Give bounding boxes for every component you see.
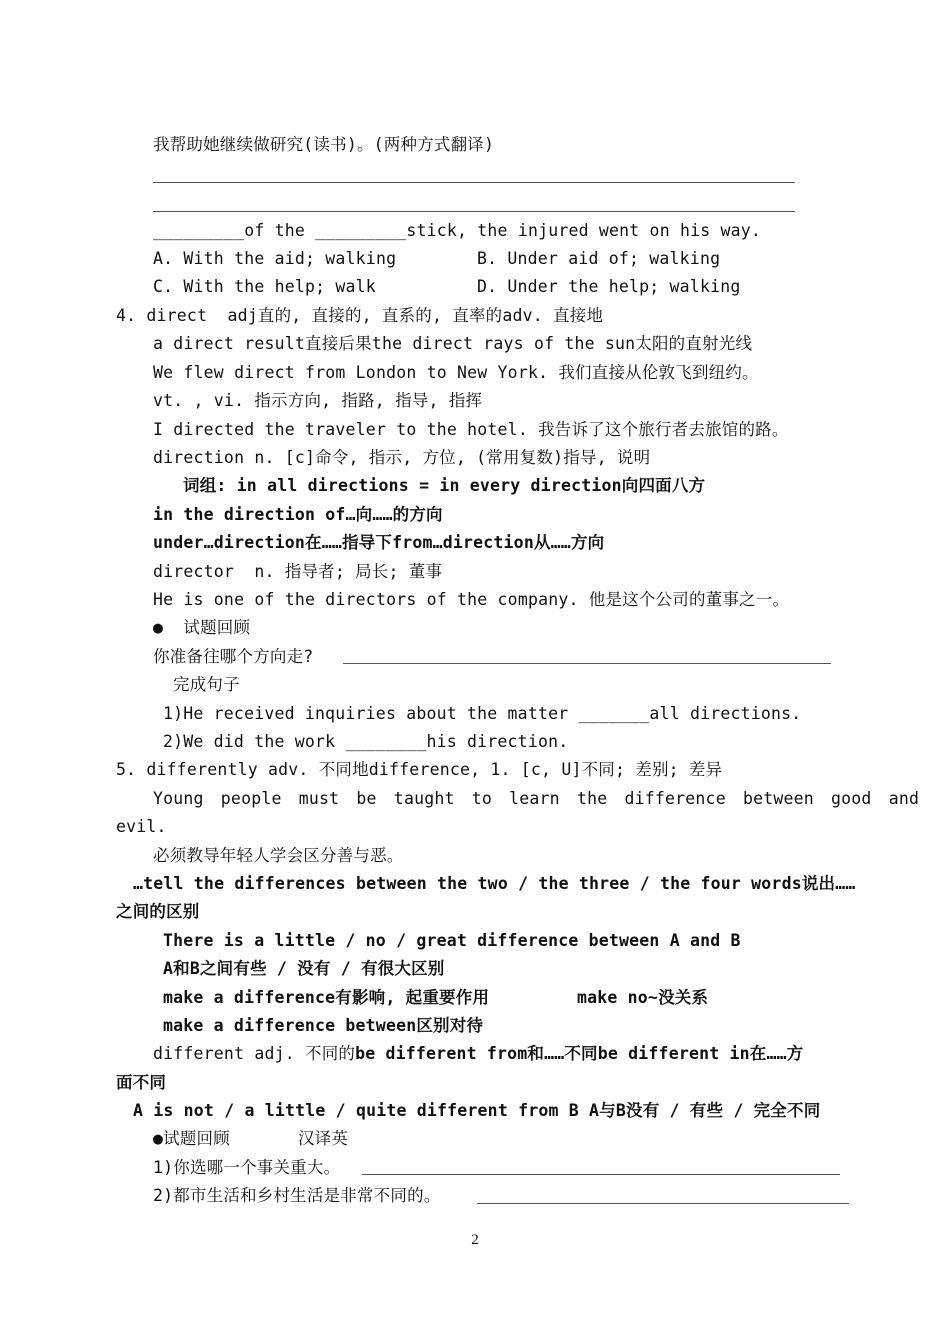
text-line: vt. , vi. 指示方向, 指路, 指导, 指挥 <box>153 391 483 410</box>
phrase-line: A is not / a little / quite different from B A与B没有 / 有些 / 完全不同 <box>133 1101 821 1120</box>
question-stem: _________of the _________stick, the injured went on his way. <box>153 221 762 240</box>
answer-line <box>343 663 831 664</box>
phrase-line: 之间的区别 <box>116 902 200 921</box>
phrase-line: under…direction在……指导下from…direction从……方向 <box>153 533 605 552</box>
answer-line <box>477 1203 849 1204</box>
phrase-line: 面不同 <box>116 1073 167 1092</box>
review-type: 汉译英 <box>298 1129 349 1148</box>
text-line: Young people must be taught to learn the difference between good and <box>153 789 920 808</box>
phrase-line: make a difference between区别对待 <box>163 1016 484 1035</box>
translation-prompt: 我帮助她继续做研究(读书)。(两种方式翻译) <box>153 135 495 154</box>
phrase-line: make no~没关系 <box>577 988 709 1007</box>
text-line: 必须教导年轻人学会区分善与恶。 <box>153 846 404 865</box>
text-different-adj: different adj. 不同的 <box>153 1044 356 1063</box>
exercise-line: 1)你选哪一个事关重大。 <box>153 1158 341 1177</box>
text-line: a direct result直接后果the direct rays of the sun太阳的直射光线 <box>153 334 753 353</box>
text-line: I directed the traveler to the hotel. 我告诉了这个旅行者去旅馆的路。 <box>153 420 789 439</box>
review-question: 你准备往哪个方向走? <box>153 647 314 666</box>
text-line: director n. 指导者; 局长; 董事 <box>153 562 443 581</box>
answer-line <box>153 182 795 183</box>
option-c: C. With the help; walk <box>153 277 376 296</box>
phrase-line: …tell the differences between the two / the three / the four words说出…… <box>133 874 856 893</box>
complete-sentence-label: 完成句子 <box>173 675 240 694</box>
phrase-line: 词组: in all directions = in every direction向四面八方 <box>183 476 706 495</box>
option-d: D. Under the help; walking <box>477 277 741 296</box>
page-number: 2 <box>471 1232 479 1248</box>
exercise-line: 2)都市生活和乡村生活是非常不同的。 <box>153 1186 441 1205</box>
phrase-be-different: be different from和……不同be different in在……方 <box>355 1044 804 1063</box>
text-line: evil. <box>116 817 167 836</box>
review-heading: ●试题回顾 <box>153 1129 230 1148</box>
answer-line <box>362 1174 840 1175</box>
option-a: A. With the aid; walking <box>153 249 397 268</box>
review-heading: ● 试题回顾 <box>153 618 251 637</box>
phrase-line: in the direction of…向……的方向 <box>153 505 443 524</box>
text-line <box>153 1043 803 1065</box>
option-b: B. Under aid of; walking <box>477 249 721 268</box>
text-line: We flew direct from London to New York. 我们直接从伦敦飞到纽约。 <box>153 363 759 382</box>
phrase-line: A和B之间有些 / 没有 / 有很大区别 <box>163 959 445 978</box>
answer-line <box>153 211 795 212</box>
exercise-line: 1)He received inquiries about the matter _______all directions. <box>163 704 802 723</box>
phrase-line: make a difference有影响, 起重要作用 <box>163 988 490 1007</box>
section-heading-differently: 5. differently adv. 不同地difference, 1. [c, U]不同; 差别; 差异 <box>116 760 723 779</box>
exercise-line: 2)We did the work ________his direction. <box>163 732 569 751</box>
phrase-line: There is a little / no / great difference between A and B <box>163 931 741 950</box>
section-heading-direct: 4. direct adj直的, 直接的, 直系的, 直率的adv. 直接地 <box>116 306 604 325</box>
text-line: He is one of the directors of the company. 他是这个公司的董事之一。 <box>153 590 790 609</box>
text-line: direction n. [c]命令, 指示, 方位, (常用复数)指导, 说明 <box>153 448 651 467</box>
